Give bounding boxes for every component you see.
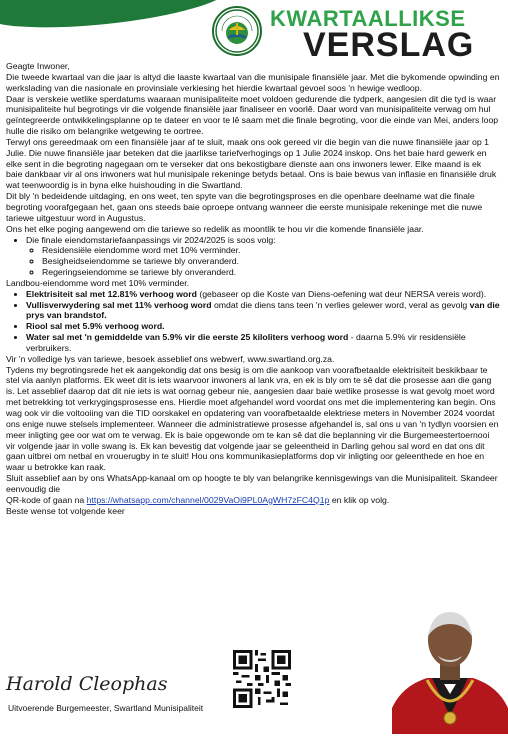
mayor-portrait — [392, 598, 508, 734]
property-sublist — [26, 245, 500, 278]
page-header — [0, 0, 508, 64]
paragraph: Vir 'n volledige lys van tariewe, besoek asseblief ons webwerf, www.swartland.org.za. — [6, 353, 335, 364]
report-title-line1: KWARTAALLIKSE — [270, 6, 466, 31]
signature-title: Uitvoerende Burgemeester, Swartland Munisipaliteit — [8, 703, 204, 713]
paragraph: Terwyl ons gereedmaak om een finansiële jaar af te sluit, maak ons ook gereed vir die begin van die nuwe finansiële jaar op 1 Julie. Die nuwe finansiële jaar beteken dat die jaarlikse tariefverhogings op 1 Julie 2024 inskop. Ons het baie hard gewerk en elke sent in die begroting nagegaan om te verseker dat ons bekostigbare dienste aan ons inwoners lewer. Elke maand is ek baie dankbaar vir al ons inwoners wat hul munisipale rekeninge betyds betaal. Ons is baie bewus van inflasie en finansiële druk wat teenwoordig is in byna elke huishouding in die Swartland. — [6, 136, 497, 191]
list-item: • Vullisverwydering sal met 11% verhoog word omdat die diens tans teen 'n verlies gelewer word, veral as gevolg van die prys van brandstof. — [26, 300, 500, 322]
paragraph: Daar is verskeie wetlike sperdatums waaraan munisipaliteite moet voldoen gedurende die tydperk, aangesien dit die tyd is waar munisipaliteite hul begrotings vir die volgende finansiële jaar finaliseer en voorlê. Daar word van munisipaliteite verwag om hul geïntegreerde ontwikkelingsplanne op te dateer en voor te lê saam met die finale begroting, voor die einde van Mei, anders loop hulle die risiko om belangrike wetgewing te oortree. — [6, 93, 499, 137]
list-item: • Water sal met 'n gemiddelde van 5.9% vir die eerste 25 kiloliters verhoog word - daarna 5.9% vir residensiële verbruikers. — [26, 332, 500, 354]
paragraph: Dit bly 'n bedeidende uitdaging, en ons weet, ten spyte van die begrotingsproses en die openbare deelname wat die finale begroting voorafgegaan het, gaan ons steeds baie oproepe ontvang wanneer die eerste munisipale rekeninge met die nuwe tariewe uitgestuur word in Augustus. — [6, 191, 483, 223]
whatsapp-link[interactable]: https://whatsapp.com/channel/0029VaOi9PL0AgWH7zFC4Q1p — [86, 494, 330, 505]
green-swoosh-decoration — [0, 0, 232, 37]
paragraph: Landbou-eiendomme word met 10% verminder. — [6, 277, 190, 288]
list-item: ◦ Residensiële eiendomme word met 10% verminder. — [42, 245, 500, 256]
report-title-line2: VERSLAG — [303, 26, 475, 64]
closing: Beste wense tot volgende keer — [6, 505, 125, 516]
list-item: ◦ Regeringseiendomme se tariewe bly onveranderd. — [42, 267, 500, 278]
list-item: • Elektrisiteit sal met 12.81% verhoog word (gebaseer op die Koste van Diens-oefening wat deur NERSA vereis word). — [26, 289, 500, 300]
letter-body — [6, 61, 500, 516]
qr-code — [233, 650, 291, 708]
paragraph: QR-kode of gaan na https://whatsapp.com/channel/0029VaOi9PL0AgWH7zFC4Q1p en klik op volg. — [6, 494, 390, 505]
signature: Harold Cleophas — [6, 673, 168, 695]
paragraph: Tydens my begrotingsrede het ek aangekondig dat ons besig is om die aankoop van voorafbetaalde elektrisiteit beskikbaar te stel via aanlyn platforms. Ek weet dit is iets waarvoor inwoners al lank vra, en ek is bly om te sê dat die prosesse aan die gang is. Let asseblief daarop dat dit nie iets is wat oornag gebeur nie, aangesien daar baie wetlike prosesse is wat gevolg moet word met betrekking tot verkrygingsprosesse ens. Hierdie moet afgehandel word voordat ons met die implementering kan begin. Ons wag ook vir die voltooiing van die TID oorskakel en opdatering van voorafbetaalde elektriese meters in November 2024 voordat ons enige nuwe stelsels implementeer. Wanneer die administratiewe prosesse afgehandel is, sal ons u van 'n tydlyn voorsien en meer inligting gee oor wat om te verwag. Ek is baie opgewonde om te kan sê dat die beplanning vir die Burgemeestertoernooi vir volgende jaar in volle swang is. Ek kan bevestig dat volgende jaar se geleentheid in Darling gehou sal word en dat ons dit gaan uitbrei om netbal en vrouerugby in te sluit! Hou ons kommunikasieplatforms dop vir inligting oor geleenthede en hoe en waar u betrokke kan raak. — [6, 364, 499, 473]
tariff-list — [6, 289, 500, 354]
list-item: ◦ Besigheidseiendomme se tariewe bly onveranderd. — [42, 256, 500, 267]
paragraph: Sluit asseblief aan by ons WhatsApp-kanaal om op hoogte te bly van belangrike kennisgewings van die Munisipaliteit. Skandeer eenvoudig die — [6, 473, 498, 494]
swartland-logo — [212, 6, 262, 56]
paragraph: Ons het elke poging aangewend om die tariewe so redelik as moontlik te hou vir die komende finansiële jaar. — [6, 223, 424, 234]
paragraph: Die tweede kwartaal van die jaar is altyd die laaste kwartaal van die munisipale finansiële jaar. Met die bykomende opwinding en werkslading van die nasionale en provinsiale verkiesing het hierdie kwartaal gevoel soos 'n hewige wedloop. — [6, 71, 500, 93]
tariff-list — [6, 235, 500, 278]
salutation: Geagte Inwoner, — [6, 61, 70, 71]
list-item: • Die finale eiendomstariefaanpassings vir 2024/2025 is soos volg: ◦ Residensiële eiendomme word met 10% verminder. ◦ Besigheidseiendomme se tariewe bly onveranderd. ◦ Regeringseiendomme se tariewe bly onveranderd. — [26, 235, 500, 278]
list-item: • Riool sal met 5.9% verhoog word. — [26, 321, 500, 332]
